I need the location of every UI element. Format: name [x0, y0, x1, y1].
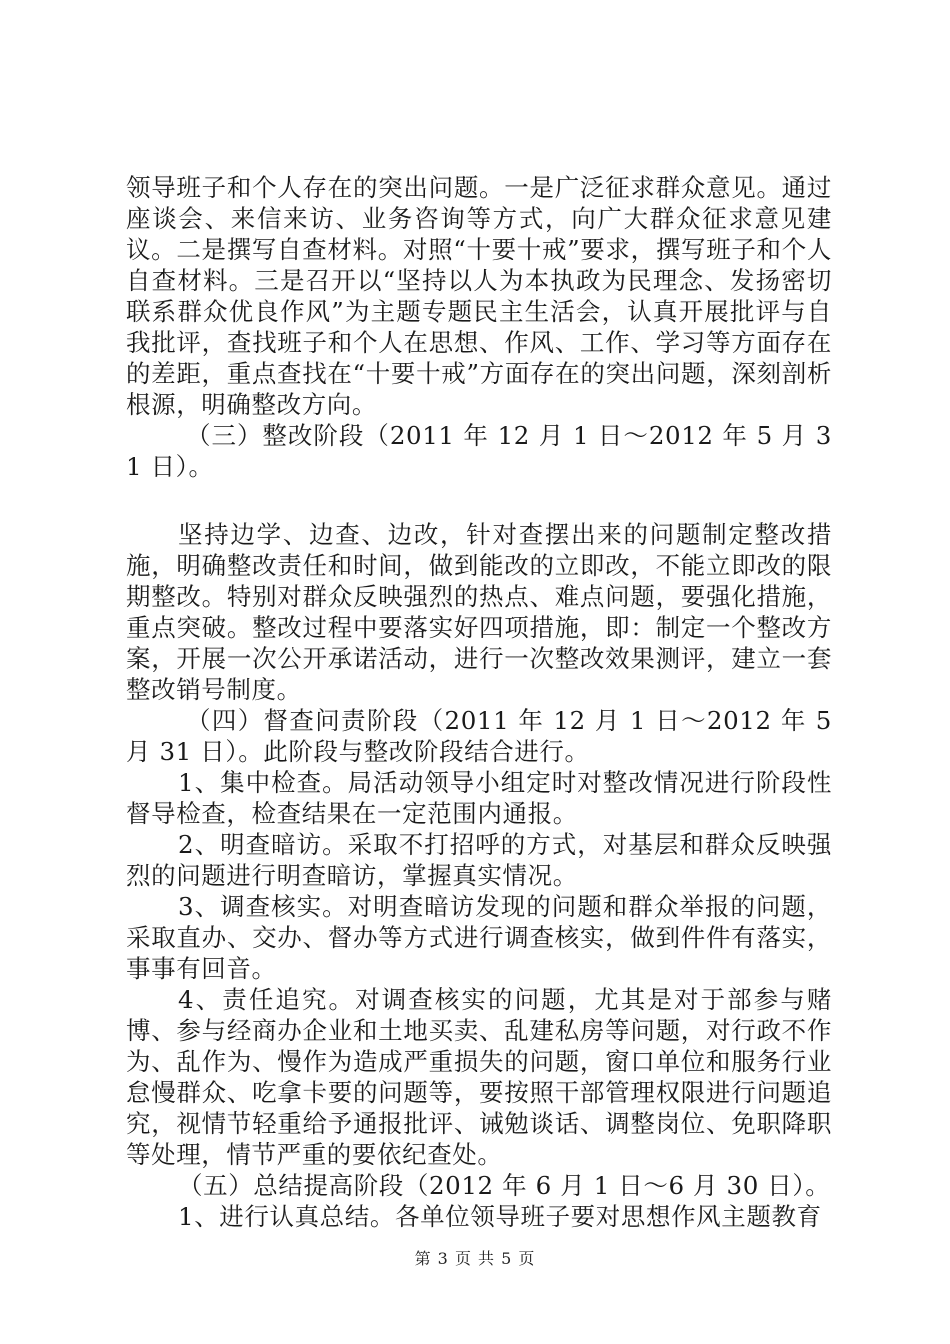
paragraph-summary: 1、进行认真总结。各单位领导班子要对思想作风主题教育 — [178, 1202, 822, 1231]
paragraph-centralized-inspection: 1、集中检查。局活动领导小组定时对整改情况进行阶段性督导检查，检查结果在一定范围内通报。 — [126, 768, 832, 828]
paragraph-accountability: 4、责任追究。对调查核实的问题，尤其是对于部参与赌博、参与经商办企业和土地买卖、乱建私房等问题，对行政不作为、乱作为、慢作为造成严重损失的问题，窗口单位和服务行业怠慢群众、吃拿卡要的问题等，要按照干部管理权限进行问题追究，视情节轻重给予通报批评、诫勉谈话、调整岗位、免职降职等处理，情节严重的要依纪查处。 — [126, 985, 832, 1169]
paragraph-rectification: 坚持边学、边查、边改，针对查摆出来的问题制定整改措施，明确整改责任和时间，做到能改的立即改，不能立即改的限期整改。特别对群众反映强烈的热点、难点问题，要强化措施，重点突破。整改过程中要落实好四项措施，即：制定一个整改方案，开展一次公开承诺活动，进行一次整改效果测评，建立一套整改销号制度。 — [126, 520, 832, 704]
paragraph-unannounced-visits: 2、明查暗访。采取不打招呼的方式，对基层和群众反映强烈的问题进行明查暗访，掌握真实情况。 — [126, 830, 832, 890]
heading-summary-stage: （五）总结提高阶段（2012 年 6 月 1 日～6 月 30 日）。 — [178, 1171, 831, 1200]
heading-rectification-stage: （三）整改阶段（2011 年 12 月 1 日～2012 年 5 月 31 日）。 — [126, 421, 832, 481]
paragraph-problems-continued: 领导班子和个人存在的突出问题。一是广泛征求群众意见。通过座谈会、来信来访、业务咨询等方式，向广大群众征求意见建议。二是撰写自查材料。对照“十要十戒”要求，撰写班子和个人自查材料。三是召开以“坚持以人为本执政为民理念、发扬密切联系群众优良作风”为主题专题民主生活会，认真开展批评与自我批评，查找班子和个人在思想、作风、工作、学习等方面存在的差距，重点查找在“十要十戒”方面存在的突出问题，深刻剖析根源，明确整改方向。 — [126, 173, 832, 419]
document-body — [126, 172, 832, 1232]
page-number-footer: 第 3 页 共 5 页 — [414, 1249, 536, 1268]
heading-supervision-stage: （四）督查问责阶段（2011 年 12 月 1 日～2012 年 5 月 31 日）。此阶段与整改阶段结合进行。 — [126, 706, 832, 766]
paragraph-investigation: 3、调查核实。对明查暗访发现的问题和群众举报的问题，采取直办、交办、督办等方式进行调查核实，做到件件有落实，事事有回音。 — [126, 892, 832, 983]
